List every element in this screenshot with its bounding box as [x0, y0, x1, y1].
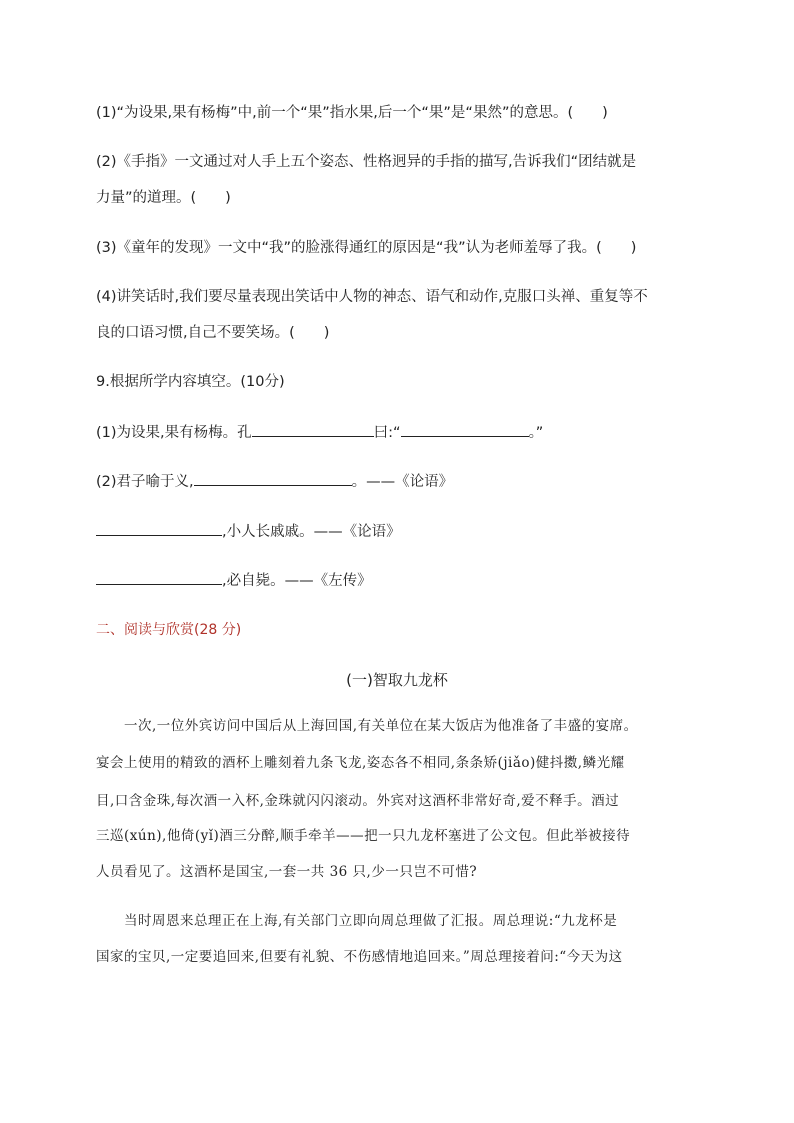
- fill-question-4: [96, 570, 372, 591]
- fill-q1-suffix: 。”: [528, 425, 544, 441]
- judge-question-1: (1)“为设果,果有杨梅”中,前一个“果”指水果,后一个“果”是“果然”的意思。( ): [96, 105, 608, 121]
- answer-blank[interactable]: [401, 422, 529, 437]
- passage-line: 三巡(xún),他倚(yǐ)酒三分醉,顺手牵羊——把一只九龙杯塞进了公文包。但此举被接待: [96, 828, 631, 844]
- fill-q3-text: ,小人长戚戚。——《论语》: [222, 524, 401, 540]
- passage-line: 人员看见了。这酒杯是国宝,一套一共 36 只,少一只岂不可惜?: [96, 864, 478, 880]
- answer-blank[interactable]: [252, 422, 374, 437]
- fill-heading: 9.根据所学内容填空。(10分): [96, 374, 285, 390]
- answer-blank[interactable]: [96, 521, 222, 536]
- passage-line: 一次,一位外宾访问中国后从上海回国,有关单位在某大饭店为他准备了丰盛的宴席。: [124, 718, 638, 734]
- fill-question-1: [96, 422, 543, 443]
- judge-question-3: (3)《童年的发现》一文中“我”的脸涨得通红的原因是“我”认为老师羞辱了我。( ): [96, 240, 637, 256]
- passage-line: 宴会上使用的精致的酒杯上雕刻着九条飞龙,姿态各不相同,条条矫(jiǎo)健抖擞,鳞光耀: [96, 755, 625, 771]
- fill-q4-text: ,必自毙。——《左传》: [222, 573, 372, 589]
- judge-question-4-line-2: 良的口语习惯,自己不要笑场。( ): [96, 325, 330, 341]
- fill-q2-source: 。——《论语》: [351, 474, 454, 490]
- fill-q2-prefix: (2)君子喻于义,: [96, 474, 194, 490]
- passage-line: 当时周恩来总理正在上海,有关部门立即向周总理做了汇报。周总理说:“九龙杯是: [124, 913, 618, 929]
- fill-q1-prefix: (1)为设果,果有杨梅。孔: [96, 425, 252, 441]
- passage-line: 国家的宝贝,一定要追回来,但要有礼貌、不伤感情地追回来。”周总理接着问:“今天为这: [96, 949, 623, 965]
- passage-title: (一)智取九龙杯: [346, 671, 448, 689]
- fill-question-3: [96, 521, 401, 542]
- answer-blank[interactable]: [194, 471, 352, 486]
- section-title: 二、阅读与欣赏(28 分): [96, 622, 242, 638]
- judge-question-2-line-1: (2)《手指》一文通过对人手上五个姿态、性格迥异的手指的描写,告诉我们“团结就是: [96, 154, 637, 170]
- fill-question-2: [96, 471, 453, 492]
- fill-q1-middle: 曰:“: [373, 425, 401, 441]
- judge-question-4-line-1: (4)讲笑话时,我们要尽量表现出笑话中人物的神态、语气和动作,克服口头禅、重复等不: [96, 289, 648, 305]
- answer-blank[interactable]: [96, 570, 222, 585]
- passage-line: 目,口含金珠,每次酒一入杯,金珠就闪闪滚动。外宾对这酒杯非常好奇,爱不释手。酒过: [96, 793, 620, 809]
- judge-question-2-line-2: 力量”的道理。( ): [96, 190, 231, 206]
